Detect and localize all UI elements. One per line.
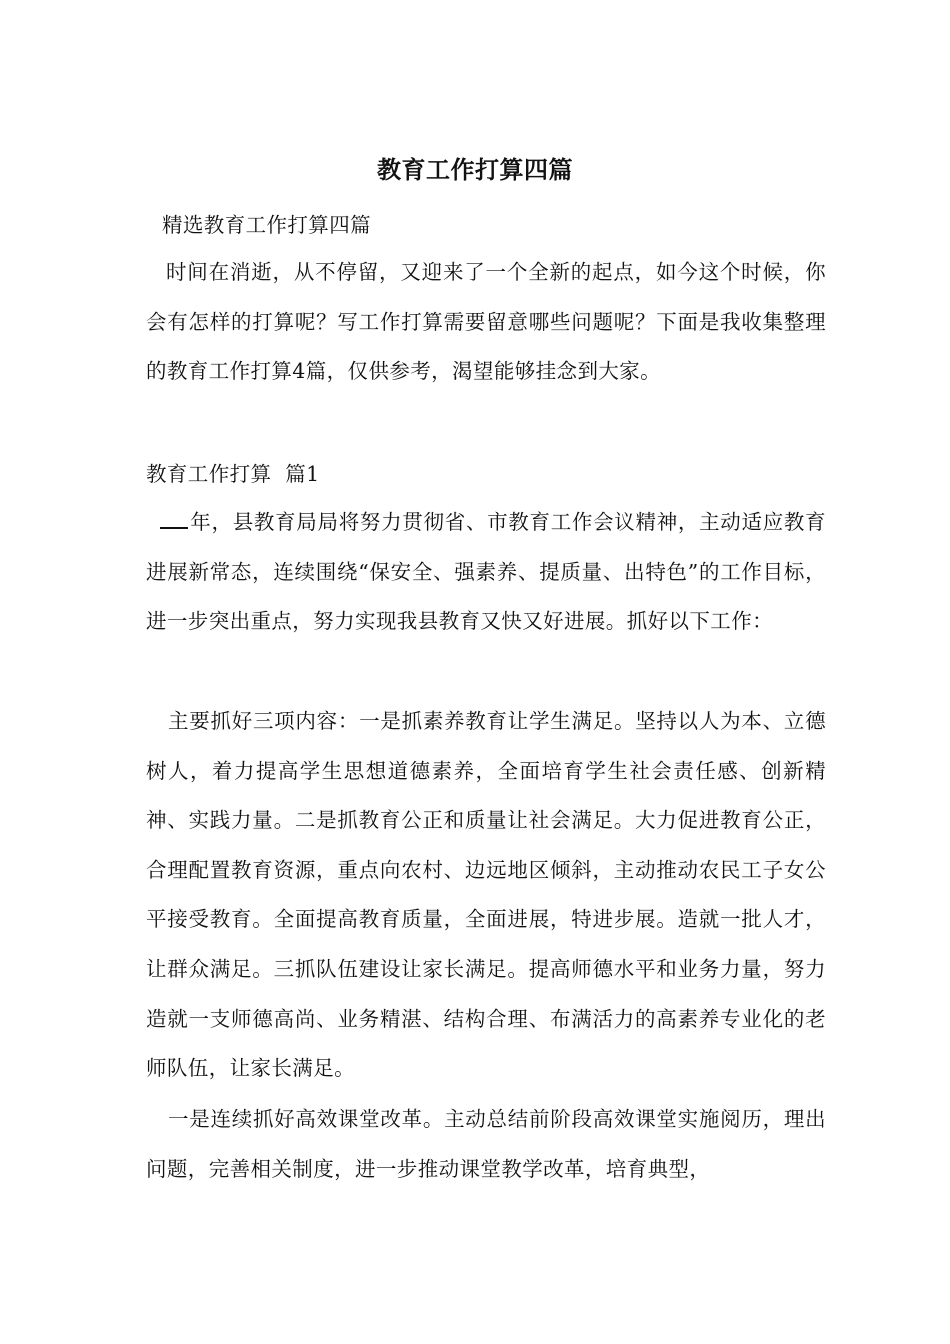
paragraph-3: 一是连续抓好高效课堂改革。主动总结前阶段高效课堂实施阅历，理出问题，完善相关制度，进一步推动课堂教学改革，培育典型，	[146, 1107, 826, 1181]
paragraph-2: 主要抓好三项内容：一是抓素养教育让学生满足。坚持以人为本、立德树人，着力提高学生思想道德素养，全面培育学生社会责任感、创新精神、实践力量。二是抓教育公正和质量让社会满足。大力促进教育公正，合理配置教育资源，重点向农村、边远地区倾斜，主动推动农民工子女公平接受教育。全面提高教育质量，全面进展，特进步展。造就一批人才，让群众满足。三抓队伍建设让家长满足。提高师德水平和业务力量，努力造就一支师德高尚、业务精湛、结构合理、布满活力的高素养专业化的老师队伍，让家长满足。	[146, 709, 826, 1081]
paragraph-1-text: 年，县教育局局将努力贯彻省、市教育工作会议精神，主动适应教育进展新常态，连续围绕“保安全、强素养、提质量、出特色”的工作目标，进一步突出重点，努力实现我县教育又快又好进展。抓好以下工作：	[146, 510, 826, 634]
intro-paragraph: 时间在消逝，从不停留，又迎来了一个全新的起点，如今这个时候，你会有怎样的打算呢？写工作打算需要留意哪些问题呢？下面是我收集整理的教育工作打算4篇，仅供参考，渴望能够挂念到大家。	[146, 260, 826, 384]
section-heading: 教育工作打算 篇1	[146, 462, 320, 486]
document-title: 教育工作打算四篇	[377, 156, 573, 184]
fill-in-blank	[160, 509, 188, 529]
paragraph-1	[146, 498, 826, 647]
document-subtitle: 精选教育工作打算四篇	[162, 213, 371, 237]
